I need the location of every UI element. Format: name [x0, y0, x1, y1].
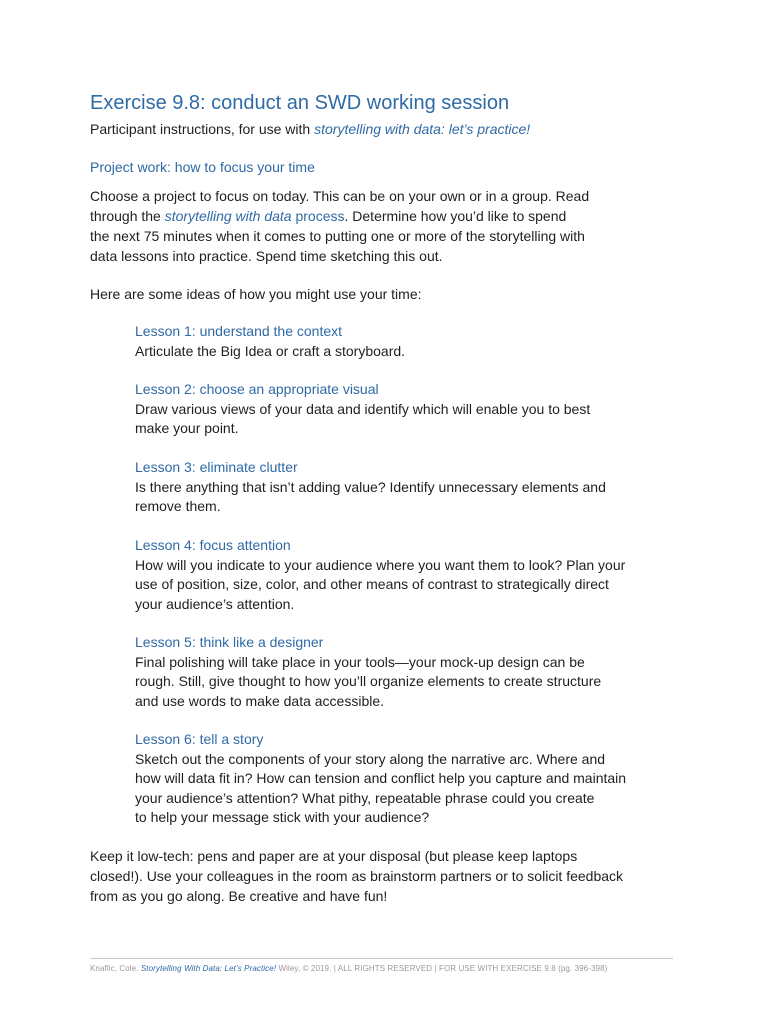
- lesson-text: rough. Still, give thought to how you’ll organize elements to create structure: [135, 673, 602, 689]
- closing-paragraph: [90, 846, 650, 906]
- closing-line: from as you go along. Be creative and have fun!: [90, 888, 388, 904]
- intro-line: Choose a project to focus on today. This can be on your own or in a group. Read: [90, 188, 590, 204]
- lesson-text: How will you indicate to your audience where you want them to look? Plan your: [135, 556, 626, 573]
- lesson-heading: Lesson 6: tell a story: [135, 731, 264, 747]
- lesson-item: [135, 633, 655, 711]
- lesson-text: Is there anything that isn’t adding value? Identify unnecessary elements and: [135, 478, 606, 495]
- lesson-item: [135, 458, 655, 517]
- intro-line: the next 75 minutes when it comes to putting one or more of the storytelling with: [90, 228, 585, 244]
- section-heading: Project work: how to focus your time: [90, 159, 315, 175]
- footer-citation: [90, 964, 607, 973]
- lesson-text: Draw various views of your data and identify which will enable you to best: [135, 400, 591, 417]
- lesson-text: Sketch out the components of your story along the narrative arc. Where and: [135, 750, 606, 767]
- intro-line-prefix: through the: [90, 208, 165, 224]
- lesson-text: your audience’s attention.: [135, 595, 295, 612]
- page-subtitle: [90, 121, 530, 137]
- lesson-text: make your point.: [135, 420, 239, 436]
- page-title: Exercise 9.8: conduct an SWD working session: [90, 92, 510, 114]
- intro-line-suffix: . Determine how you’d like to spend: [344, 208, 567, 224]
- lesson-heading: Lesson 1: understand the context: [135, 323, 343, 339]
- lesson-heading: Lesson 3: eliminate clutter: [135, 459, 298, 475]
- footer-book-title: Storytelling With Data: Let’s Practice!: [140, 964, 277, 973]
- lesson-text: use of position, size, color, and other means of contrast to strategically direct: [135, 576, 609, 592]
- ideas-intro-text: Here are some ideas of how you might use your time:: [90, 286, 422, 302]
- footer-author: Knaflic, Cole.: [90, 964, 141, 973]
- footer-divider: [90, 958, 673, 959]
- lesson-text: how will data fit in? How can tension and conflict help you capture and maintain: [135, 770, 627, 786]
- closing-line: closed!). Use your colleagues in the room as brainstorm partners or to solicit feedback: [90, 868, 624, 884]
- lesson-text: Articulate the Big Idea or craft a storyboard.: [135, 342, 406, 359]
- intro-line: data lessons into practice. Spend time sketching this out.: [90, 248, 443, 264]
- lesson-text: remove them.: [135, 498, 221, 514]
- lesson-heading: Lesson 5: think like a designer: [135, 634, 324, 650]
- subtitle-prefix: Participant instructions, for use with: [90, 121, 315, 137]
- intro-paragraph: [90, 186, 650, 266]
- lesson-text: Final polishing will take place in your tools—your mock-up design can be: [135, 653, 585, 670]
- lesson-text: to help your message stick with your audience?: [135, 809, 430, 825]
- subtitle-book-title: storytelling with data: let’s practice!: [314, 121, 531, 137]
- lesson-item: [135, 536, 655, 614]
- process-link[interactable]: process: [291, 208, 345, 224]
- footer-rights: Wiley, © 2019. | ALL RIGHTS RESERVED | FOR USE WITH EXERCISE 9.8 (pg. 396-398): [276, 964, 608, 973]
- intro-line: [90, 206, 650, 226]
- lesson-item: [135, 730, 655, 828]
- lesson-text: and use words to make data accessible.: [135, 692, 385, 709]
- lesson-heading: Lesson 4: focus attention: [135, 537, 291, 553]
- lesson-item: [135, 322, 655, 361]
- lesson-item: [135, 380, 655, 439]
- lesson-text: your audience’s attention? What pithy, repeatable phrase could you create: [135, 789, 595, 806]
- lesson-heading: Lesson 2: choose an appropriate visual: [135, 381, 379, 397]
- ideas-intro: [90, 284, 650, 304]
- process-link-italic[interactable]: storytelling with data: [164, 208, 292, 224]
- closing-line: Keep it low-tech: pens and paper are at your disposal (but please keep laptops: [90, 848, 578, 864]
